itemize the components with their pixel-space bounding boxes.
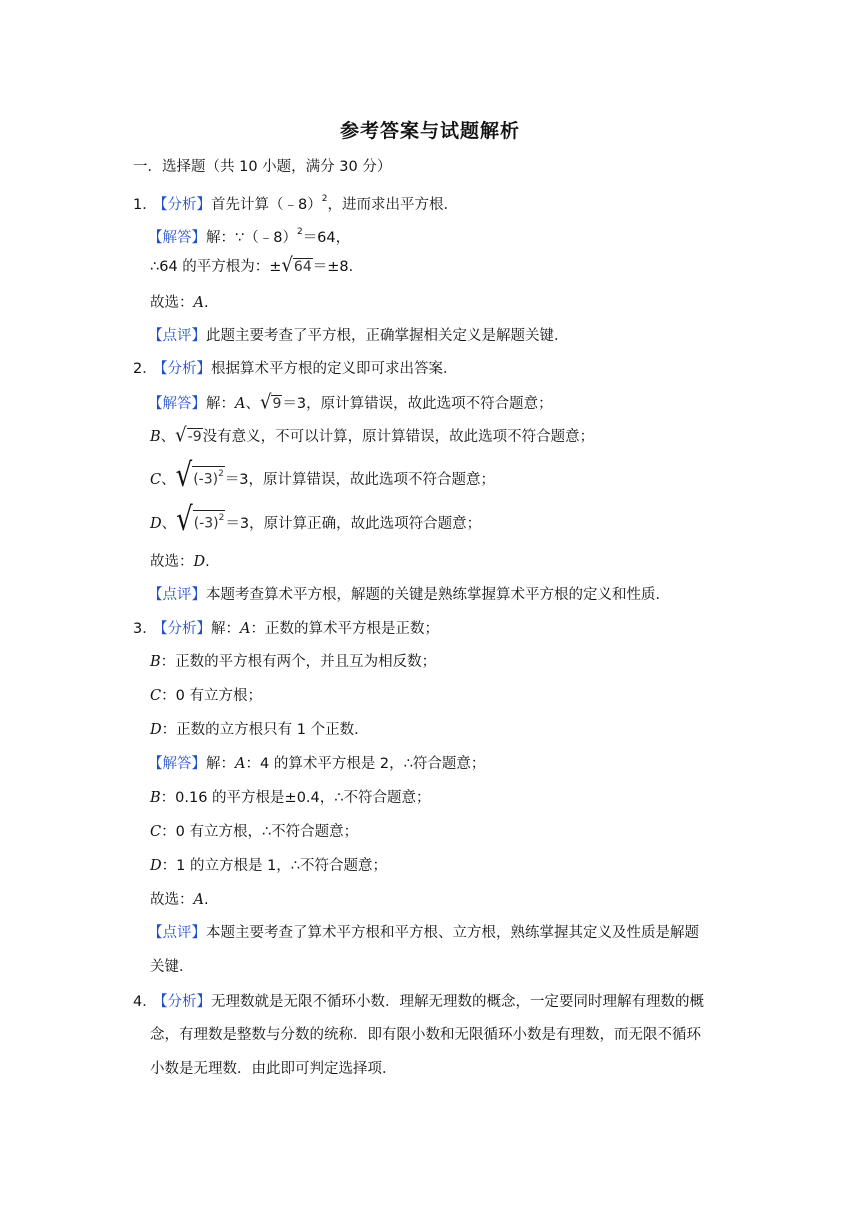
q3-analysis-b — [150, 652, 436, 672]
q3-answer-c — [150, 822, 358, 842]
exponent: 2 — [218, 469, 224, 480]
q2-answer-b — [150, 423, 595, 447]
sqrt-expression — [176, 501, 225, 539]
separator: 、 — [161, 516, 177, 532]
q4-analysis-line2: 念，有理数是整数与分数的统称．即有限小数和无限循环小数是有理数，而无限不循环 — [150, 1027, 701, 1043]
q2-answer-d — [150, 501, 482, 539]
choice-letter: A — [193, 892, 204, 908]
choice-end: . — [203, 295, 209, 311]
analysis-tag: 【分析】 — [153, 621, 211, 637]
separator: 、 — [160, 429, 176, 445]
q3-analysis-b-text: ：正数的平方根有两个，并且互为相反数； — [160, 654, 437, 670]
q2-a-text-end: ＝3，原计算错误，故此选项不符合题意； — [282, 396, 553, 412]
analysis-tag: 【分析】 — [153, 994, 211, 1010]
radical-sign-icon: √ — [281, 253, 293, 277]
q3-comment-line2: 关键． — [150, 959, 194, 975]
comment-tag: 【点评】 — [148, 328, 206, 344]
q2-comment — [148, 585, 670, 605]
q2-answer-a — [148, 390, 553, 414]
option-letter: C — [150, 688, 162, 704]
choice-letter: A — [193, 295, 204, 311]
radical-sign-icon: √ — [175, 457, 193, 495]
radical-sign-icon: √ — [259, 390, 272, 414]
radicand-base: (-3) — [193, 516, 219, 532]
answer-tag: 【解答】 — [148, 756, 206, 772]
q3-analysis-d-text: ：正数的立方根只有 1 个正数． — [161, 722, 369, 738]
option-letter: A — [235, 756, 246, 772]
radicand: 64 — [293, 259, 312, 275]
q1-analysis-text: 首先计算（﹣8） — [211, 196, 322, 213]
option-letter: C — [150, 472, 162, 488]
sqrt-expression — [281, 253, 312, 277]
question-number: 1． — [133, 196, 157, 213]
q1-choice — [150, 293, 209, 313]
comment-tag: 【点评】 — [148, 587, 206, 603]
radicand — [192, 466, 225, 489]
radicand-base: (-3) — [193, 472, 219, 488]
q3-analysis-text: 解： — [211, 621, 240, 637]
sqrt-expression — [259, 390, 282, 414]
q3-answer-text: 解： — [206, 756, 235, 772]
q2-analysis-text: 根据算术平方根的定义即可求出答案． — [211, 361, 458, 377]
q1-answer-line2 — [150, 253, 364, 277]
q1-comment — [148, 326, 569, 346]
q1-line2-text: ∴64 的平方根为：± — [150, 259, 282, 275]
radical-sign-icon: √ — [176, 501, 193, 539]
q2-answer-text: 解： — [206, 396, 235, 412]
question-number: 4． — [133, 994, 157, 1010]
q3-answer-a — [148, 754, 485, 774]
q3-analysis-a-text: ：正数的算术平方根是正数； — [250, 621, 439, 637]
q2-choice — [150, 552, 210, 572]
option-letter: B — [150, 790, 161, 806]
q1-analysis — [133, 191, 458, 215]
q4-analysis-text: 无理数就是无限不循环小数．理解无理数的概念，一定要同时理解有理数的概 — [211, 994, 704, 1010]
question-number: 3． — [133, 621, 157, 637]
option-letter: D — [150, 516, 162, 532]
radicand: -9 — [187, 429, 202, 445]
analysis-tag: 【分析】 — [153, 196, 211, 213]
q2-answer-c — [150, 457, 496, 495]
q3-analysis-c — [150, 686, 262, 706]
q1-answer — [148, 224, 350, 248]
comment-tag: 【点评】 — [148, 925, 206, 941]
radicand: 9 — [272, 396, 282, 412]
q3-comment — [148, 923, 699, 943]
separator: 、 — [245, 396, 260, 412]
q3-choice — [150, 890, 209, 910]
q3-answer-b-text: ：0.16 的平方根是±0.4，∴不符合题意； — [160, 790, 431, 806]
option-letter: B — [150, 429, 161, 445]
q3-answer-a-text: ：4 的算术平方根是 2，∴符合题意； — [245, 756, 486, 772]
q3-analysis-d — [150, 720, 369, 740]
option-letter: A — [240, 621, 251, 637]
q1-line2-text-end: ＝±8． — [312, 259, 364, 275]
exponent: 2 — [321, 194, 328, 204]
q1-analysis-text-end: ，进而求出平方根． — [327, 196, 458, 213]
q4-analysis-line3: 小数是无理数．由此即可判定选择项． — [150, 1061, 397, 1077]
option-letter: B — [150, 654, 161, 670]
q2-d-text-end: ＝3，原计算正确，故此选项符合题意； — [225, 516, 482, 532]
answer-tag: 【解答】 — [148, 396, 206, 412]
choice-label: 故选： — [150, 554, 194, 570]
q2-b-text-end: 没有意义，不可以计算，原计算错误，故此选项不符合题意； — [202, 429, 595, 445]
q2-c-text-end: ＝3，原计算错误，故此选项不符合题意； — [224, 472, 496, 488]
radicand — [193, 510, 226, 533]
q3-analysis-c-text: ：0 有立方根； — [161, 688, 262, 704]
section-heading: 一．选择题（共 10 小题，满分 30 分） — [133, 159, 392, 175]
choice-end: . — [205, 554, 210, 570]
q3-answer-d — [150, 856, 387, 876]
sqrt-expression — [175, 457, 225, 495]
radical-sign-icon: √ — [175, 423, 187, 447]
choice-letter: D — [193, 554, 206, 570]
q3-answer-d-text: ：1 的立方根是 1，∴不符合题意； — [161, 858, 388, 874]
q1-answer-text: 解：∵（﹣8） — [206, 229, 297, 246]
analysis-tag: 【分析】 — [153, 361, 211, 377]
option-letter: D — [150, 858, 162, 874]
choice-label: 故选： — [150, 892, 194, 908]
separator: 、 — [161, 472, 176, 488]
sqrt-expression — [175, 423, 202, 447]
page-title: 参考答案与试题解析 — [339, 120, 520, 142]
choice-end: . — [203, 892, 209, 908]
option-letter: C — [150, 824, 162, 840]
answer-tag: 【解答】 — [148, 229, 206, 246]
option-letter: A — [235, 396, 246, 412]
q1-answer-text-end: ＝64， — [302, 229, 351, 246]
question-number: 2． — [133, 361, 157, 377]
q2-analysis — [133, 359, 458, 379]
q3-analysis-a — [133, 619, 439, 639]
q4-analysis — [133, 992, 704, 1012]
exponent: 2 — [296, 227, 303, 237]
q3-comment-text: 本题主要考查了算术平方根和平方根、立方根，熟练掌握其定义及性质是解题 — [206, 925, 699, 941]
q1-comment-text: 此题主要考查了平方根，正确掌握相关定义是解题关键． — [206, 328, 569, 344]
q3-answer-b — [150, 788, 430, 808]
choice-label: 故选： — [150, 295, 194, 311]
option-letter: D — [150, 722, 162, 738]
exponent: 2 — [218, 513, 225, 524]
q2-comment-text: 本题考查算术平方根，解题的关键是熟练掌握算术平方根的定义和性质． — [206, 587, 670, 603]
q3-answer-c-text: ：0 有立方根，∴不符合题意； — [161, 824, 359, 840]
